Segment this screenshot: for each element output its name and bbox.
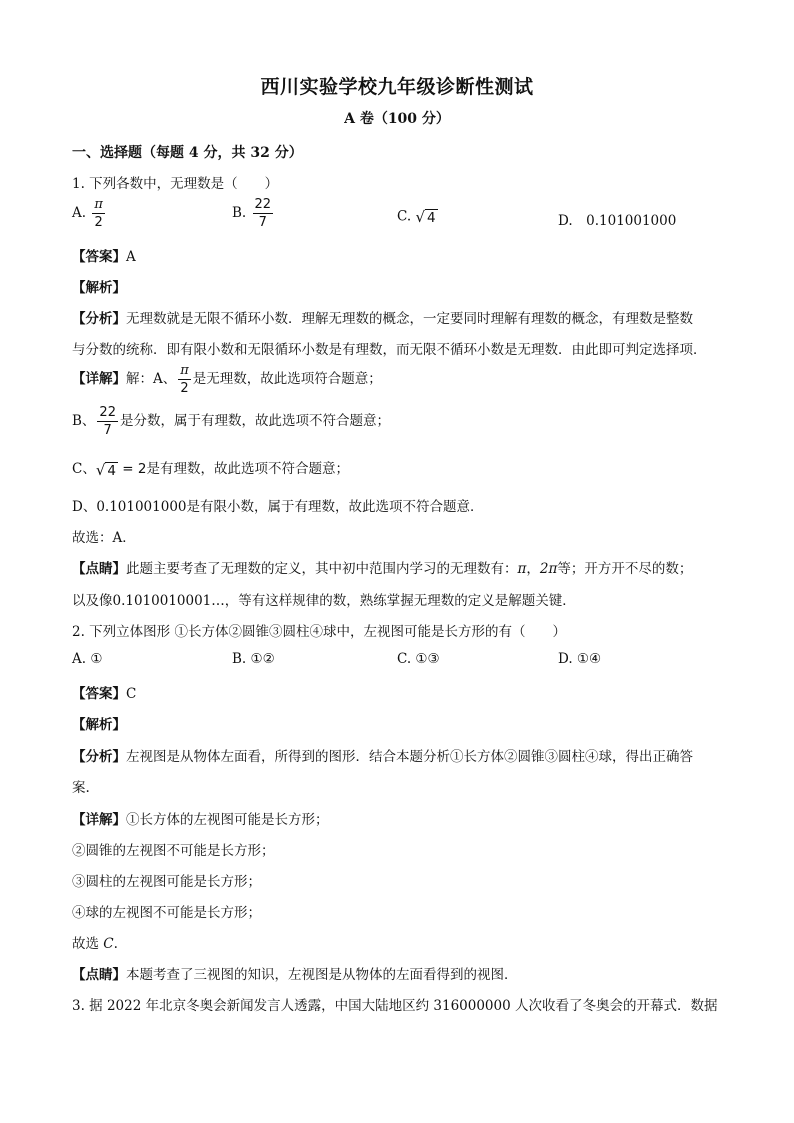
q1-option-b-fraction bbox=[253, 198, 274, 229]
q1-dj-pi: π bbox=[517, 561, 527, 577]
dianjing-tag: 【点睛】 bbox=[72, 967, 126, 983]
q2-xiangjie-1 bbox=[72, 808, 329, 828]
q1-option-a-fraction bbox=[92, 198, 105, 229]
q2-choice-letter: C bbox=[103, 936, 114, 952]
q1-xiangjie-d: D、0.101001000是有限小数，属于有理数，故此选项不符合题意． bbox=[72, 499, 484, 515]
q1-xj-c-prefix: C、 bbox=[72, 461, 96, 477]
q1-xiangjie-c bbox=[72, 457, 349, 479]
q1-xiangjie-a bbox=[72, 364, 382, 395]
q1-fenxi-line2: 与分数的统称．即有限小数和无限循环小数是有理数，而无限不循环小数是无理数．由此即可判定选择项． bbox=[72, 342, 707, 358]
q2-stem: 2. 下列立体图形 ①长方体②圆锥③圆柱④球中，左视图可能是长方形的有（ ） bbox=[72, 624, 566, 640]
q1-xj-c-sqrt: √ 4 bbox=[95, 460, 116, 479]
q1-xj-b-denominator: 7 bbox=[103, 423, 112, 438]
q3-stem: 3. 据 2022 年北京冬奥会新闻发言人透露，中国大陆地区约 316000000 人次收看了冬奥会的开幕式．数据 bbox=[72, 998, 718, 1014]
q2-fenxi-line2: 案. bbox=[72, 780, 90, 796]
q2-xiangjie-4: ④球的左视图不可能是长方形； bbox=[72, 905, 261, 921]
q1-xj-c-suffix: 是有理数，故此选项不符合题意； bbox=[146, 461, 349, 477]
q1-option-a bbox=[72, 198, 107, 229]
q1-xj-a-suffix: 是无理数，故此选项符合题意； bbox=[192, 371, 382, 387]
q1-choice: 故选：A． bbox=[72, 530, 136, 546]
answer-tag: 【答案】 bbox=[72, 686, 126, 702]
q1-dj-text1a: 此题主要考查了无理数的定义，其中初中范围内学习的无理数有： bbox=[126, 561, 518, 577]
q1-xj-c-radicand: 4 bbox=[107, 462, 116, 479]
q2-dianjing bbox=[72, 963, 518, 983]
q2-answer-value: C bbox=[126, 686, 137, 702]
q2-option-d: D. ①④ bbox=[558, 651, 602, 667]
q1-xj-a-numerator: π bbox=[180, 363, 189, 378]
q1-dj-text1b: ， bbox=[526, 561, 540, 577]
q2-option-c: C. ①③ bbox=[397, 651, 440, 667]
q2-choice-suffix: . bbox=[113, 936, 118, 952]
q2-dj-text: 本题考查了三视图的知识，左视图是从物体的左面看得到的视图． bbox=[126, 967, 518, 983]
dianjing-tag: 【点睛】 bbox=[72, 561, 126, 577]
q1-answer-value: A bbox=[126, 249, 136, 265]
q1-xj-b-prefix: B、 bbox=[72, 413, 96, 429]
q1-stem: 1. 下列各数中，无理数是（ ） bbox=[72, 176, 279, 192]
q1-xj-b-suffix: 是分数，属于有理数，故此选项不符合题意； bbox=[119, 413, 390, 429]
fenxi-tag: 【分析】 bbox=[72, 311, 126, 327]
section-heading: 一、选择题（每题 4 分，共 32 分） bbox=[72, 145, 303, 161]
q1-option-c-sqrt: √ 4 bbox=[415, 208, 436, 226]
q1-option-d: D. 0.101001000 bbox=[558, 213, 677, 229]
q1-answer bbox=[72, 245, 136, 265]
q1-option-c-radicand: 4 bbox=[427, 210, 436, 226]
page-title: 西川实验学校九年级诊断性测试 bbox=[260, 76, 534, 98]
q2-analysis-tag: 【解析】 bbox=[72, 717, 126, 733]
q1-xj-b-fraction bbox=[97, 406, 118, 437]
q1-option-a-denominator: 2 bbox=[94, 215, 103, 230]
q1-xj-a-denominator: 2 bbox=[180, 381, 189, 396]
q1-option-b-label: B. bbox=[232, 205, 247, 221]
q1-dianjing-line2: 以及像0.1010010001…，等有这样规律的数，熟练掌握无理数的定义是解题关键． bbox=[72, 593, 576, 609]
q2-fenxi-text1: 左视图是从物体左面看，所得到的图形．结合本题分析①长方体②圆锥③圆柱④球，得出正确答 bbox=[126, 749, 693, 765]
q2-xiangjie-2: ②圆锥的左视图不可能是长方形； bbox=[72, 843, 275, 859]
answer-tag: 【答案】 bbox=[72, 249, 126, 265]
q2-choice bbox=[72, 932, 118, 952]
q1-fenxi-text1: 无理数就是无限不循环小数．理解无理数的概念，一定要同时理解有理数的概念，有理数是整数 bbox=[126, 311, 693, 327]
xiangjie-tag: 【详解】 bbox=[72, 812, 126, 828]
q1-dj-2pi: 2π bbox=[539, 561, 558, 577]
q1-dj-text1c: 等；开方开不尽的数； bbox=[557, 561, 693, 577]
q2-option-a: A. ① bbox=[72, 651, 103, 667]
q1-xj-b-numerator: 22 bbox=[99, 405, 116, 420]
q1-xj-a-fraction bbox=[178, 364, 191, 395]
q1-xiangjie-b bbox=[72, 406, 390, 437]
q1-xj-a-prefix: 解：A、 bbox=[126, 371, 177, 387]
q2-xiangjie-3: ③圆柱的左视图可能是长方形； bbox=[72, 874, 261, 890]
q1-xj-c-equals: = 2 bbox=[118, 461, 147, 477]
q1-option-a-numerator: π bbox=[94, 197, 103, 212]
fenxi-tag: 【分析】 bbox=[72, 749, 126, 765]
q1-dianjing-line1 bbox=[72, 557, 692, 577]
q1-option-c bbox=[397, 208, 438, 226]
q1-analysis-tag: 【解析】 bbox=[72, 280, 126, 296]
q1-fenxi-line1 bbox=[72, 307, 693, 327]
q1-option-b-numerator: 22 bbox=[254, 197, 272, 212]
page-subtitle: A 卷（100 分） bbox=[344, 111, 450, 127]
q1-option-b-denominator: 7 bbox=[258, 215, 267, 230]
q1-option-a-label: A. bbox=[72, 205, 87, 221]
xiangjie-tag: 【详解】 bbox=[72, 371, 126, 387]
q2-answer bbox=[72, 682, 136, 702]
q1-option-b bbox=[232, 198, 275, 229]
q2-fenxi-line1 bbox=[72, 745, 693, 765]
q2-option-b: B. ①② bbox=[232, 651, 275, 667]
q2-xj-text1: ①长方体的左视图可能是长方形； bbox=[126, 812, 329, 828]
q1-option-c-label: C. bbox=[397, 208, 412, 225]
q2-choice-prefix: 故选 bbox=[72, 936, 104, 952]
